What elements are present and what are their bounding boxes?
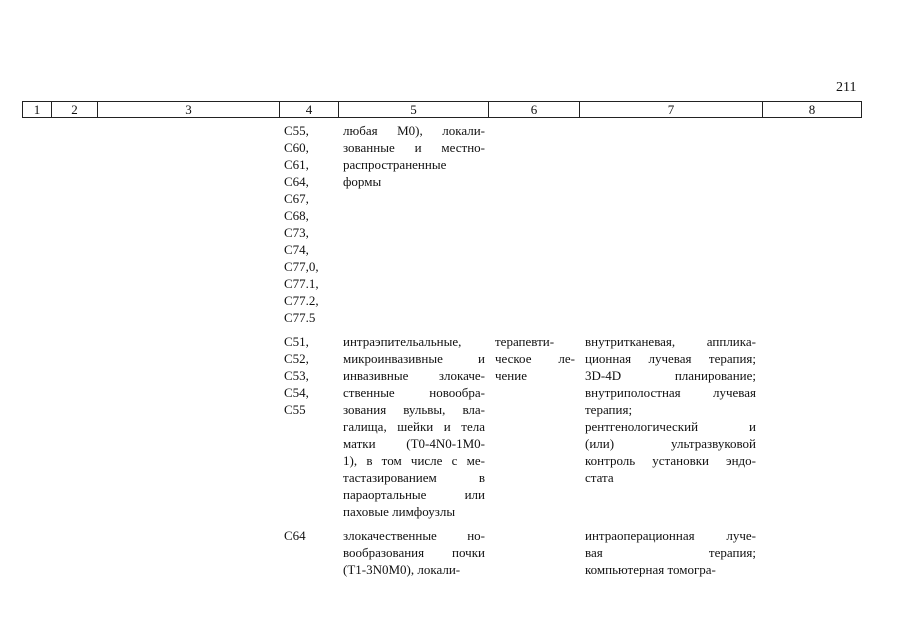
row-1-description: [343, 122, 485, 190]
cell-line: ционная лучевая терапия;: [585, 351, 756, 366]
cell-line: 1), в том числе с ме-: [343, 453, 485, 468]
cell-line: любая M0), локали-: [343, 123, 485, 138]
column-number-8: 8: [763, 102, 862, 118]
row-2-treatment-type: [495, 333, 575, 384]
cell-line: внутриполостная лучевая: [585, 385, 756, 400]
cell-line: компьютерная томогра-: [585, 562, 716, 577]
cell-line: вая терапия;: [585, 545, 756, 560]
page-number: 211: [836, 80, 857, 95]
column-number-7: 7: [580, 102, 763, 118]
cell-line: рентгенологический и: [585, 419, 756, 434]
column-number-6: 6: [489, 102, 580, 118]
cell-line: интраэпительальные,: [343, 334, 462, 349]
row-3-description: [343, 527, 485, 578]
cell-line: инвазивные злокаче-: [343, 368, 485, 383]
cell-line: стата: [585, 470, 614, 485]
cell-line: формы: [343, 174, 382, 189]
cell-line: матки (T0-4N0-1M0-: [343, 436, 485, 451]
column-number-4: 4: [280, 102, 339, 118]
cell-line: ственные новообра-: [343, 385, 485, 400]
cell-line: интраоперационная луче-: [585, 528, 756, 543]
cell-line: терапия;: [585, 402, 633, 417]
row-1-codes: C55, C60, C61, C64, C67, C68, C73, C74, C77,0, C77.1, C77.2, C77.5: [284, 123, 319, 325]
table-header: [22, 101, 862, 118]
cell-line: терапевти-: [495, 334, 555, 349]
column-number-5: 5: [339, 102, 489, 118]
cell-line: распространенные: [343, 157, 447, 172]
column-number-2: 2: [52, 102, 98, 118]
row-2-description: [343, 333, 485, 520]
cell-line: 3D-4D планирование;: [585, 368, 756, 383]
cell-line: зования вульвы, вла-: [343, 402, 485, 417]
cell-line: контроль установки эндо-: [585, 453, 756, 468]
cell-line: вообразования почки: [343, 545, 485, 560]
row-2-codes: C51, C52, C53, C54, C55: [284, 334, 309, 417]
cell-line: (или) ультразвуковой: [585, 436, 756, 451]
row-3-method: [585, 527, 756, 578]
cell-line: галища, шейки и тела: [343, 419, 485, 434]
row-3-codes: C64: [284, 528, 306, 543]
cell-line: тастазированием в: [343, 470, 485, 485]
cell-line: (T1-3N0M0), локали-: [343, 562, 461, 577]
cell-line: параортальные или: [343, 487, 485, 502]
cell-line: внутритканевая, апплика-: [585, 334, 756, 349]
cell-line: микроинвазивные и: [343, 351, 485, 366]
cell-line: чение: [495, 368, 527, 383]
column-number-3: 3: [98, 102, 280, 118]
cell-line: паховые лимфоузлы: [343, 504, 456, 519]
cell-line: зованные и местно-: [343, 140, 485, 155]
cell-line: ческое ле-: [495, 351, 575, 366]
column-number-row: [23, 102, 862, 118]
column-number-1: 1: [23, 102, 52, 118]
cell-line: злокачественные но-: [343, 528, 485, 543]
row-2-method: [585, 333, 756, 486]
